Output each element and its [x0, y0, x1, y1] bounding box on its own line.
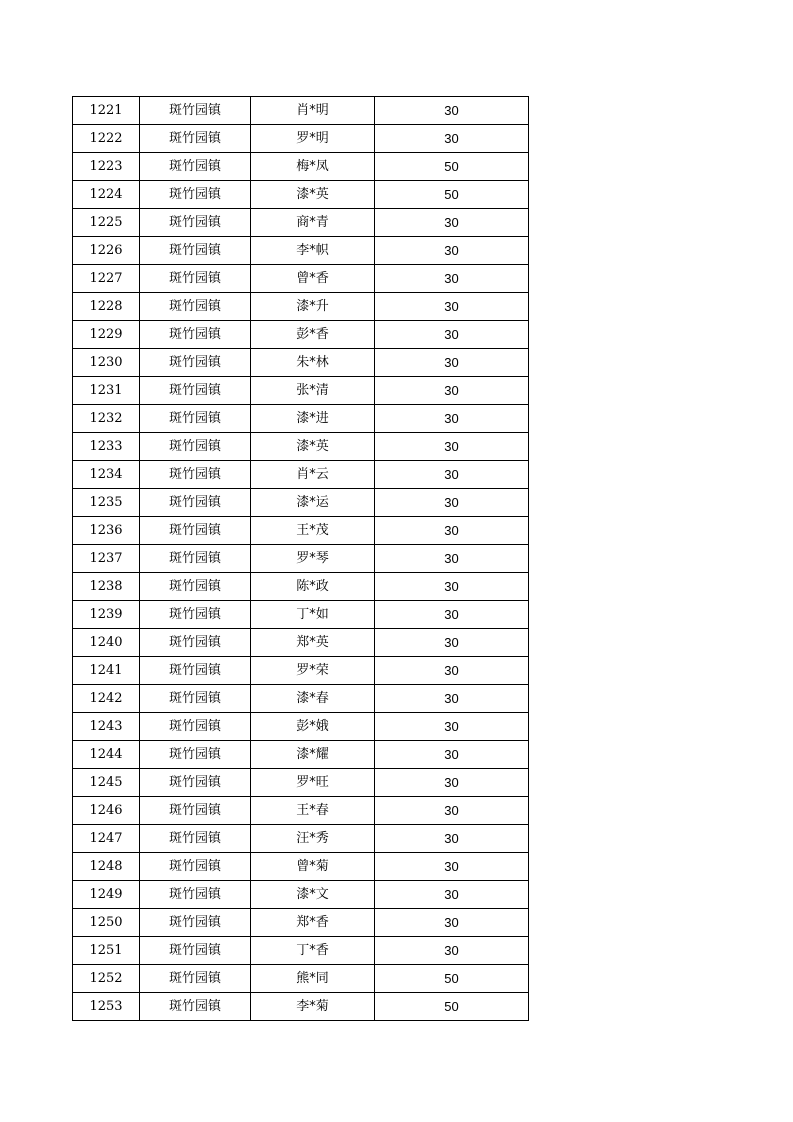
amount-cell: 30 [375, 209, 529, 237]
person-name-cell: 汪*秀 [251, 825, 375, 853]
person-name-cell: 漆*升 [251, 293, 375, 321]
amount-cell: 50 [375, 965, 529, 993]
table-row [73, 769, 529, 797]
row-number-cell: 1222 [73, 125, 140, 153]
town-cell: 斑竹园镇 [140, 937, 251, 965]
town-cell: 斑竹园镇 [140, 573, 251, 601]
row-number-cell: 1252 [73, 965, 140, 993]
town-cell: 斑竹园镇 [140, 433, 251, 461]
town-cell: 斑竹园镇 [140, 97, 251, 125]
person-name-cell: 漆*文 [251, 881, 375, 909]
person-name-cell: 罗*旺 [251, 769, 375, 797]
amount-cell: 30 [375, 797, 529, 825]
row-number-cell: 1236 [73, 517, 140, 545]
person-name-cell: 罗*明 [251, 125, 375, 153]
person-name-cell: 漆*进 [251, 405, 375, 433]
row-number-cell: 1230 [73, 349, 140, 377]
row-number-cell: 1241 [73, 657, 140, 685]
town-cell: 斑竹园镇 [140, 825, 251, 853]
row-number-cell: 1246 [73, 797, 140, 825]
town-cell: 斑竹园镇 [140, 797, 251, 825]
person-name-cell: 李*菊 [251, 993, 375, 1021]
table-row [73, 797, 529, 825]
amount-cell: 30 [375, 489, 529, 517]
person-name-cell: 李*帜 [251, 237, 375, 265]
row-number-cell: 1233 [73, 433, 140, 461]
town-cell: 斑竹园镇 [140, 209, 251, 237]
person-name-cell: 漆*春 [251, 685, 375, 713]
amount-cell: 30 [375, 377, 529, 405]
table-row [73, 153, 529, 181]
amount-cell: 30 [375, 909, 529, 937]
town-cell: 斑竹园镇 [140, 741, 251, 769]
table-row [73, 489, 529, 517]
town-cell: 斑竹园镇 [140, 545, 251, 573]
amount-cell: 30 [375, 573, 529, 601]
town-cell: 斑竹园镇 [140, 713, 251, 741]
amount-cell: 30 [375, 237, 529, 265]
amount-cell: 30 [375, 881, 529, 909]
person-name-cell: 漆*英 [251, 433, 375, 461]
table-row [73, 965, 529, 993]
town-cell: 斑竹园镇 [140, 489, 251, 517]
table-row [73, 713, 529, 741]
table-row [73, 573, 529, 601]
row-number-cell: 1240 [73, 629, 140, 657]
town-cell: 斑竹园镇 [140, 601, 251, 629]
town-cell: 斑竹园镇 [140, 517, 251, 545]
amount-cell: 50 [375, 993, 529, 1021]
person-name-cell: 曾*菊 [251, 853, 375, 881]
amount-cell: 30 [375, 545, 529, 573]
row-number-cell: 1224 [73, 181, 140, 209]
table-row [73, 349, 529, 377]
amount-cell: 50 [375, 153, 529, 181]
amount-cell: 30 [375, 461, 529, 489]
amount-cell: 30 [375, 601, 529, 629]
town-cell: 斑竹园镇 [140, 881, 251, 909]
person-name-cell: 彭*香 [251, 321, 375, 349]
amount-cell: 30 [375, 293, 529, 321]
town-cell: 斑竹园镇 [140, 265, 251, 293]
row-number-cell: 1223 [73, 153, 140, 181]
amount-cell: 50 [375, 181, 529, 209]
row-number-cell: 1234 [73, 461, 140, 489]
table-row [73, 825, 529, 853]
person-name-cell: 漆*运 [251, 489, 375, 517]
row-number-cell: 1229 [73, 321, 140, 349]
table-row [73, 265, 529, 293]
amount-cell: 30 [375, 685, 529, 713]
row-number-cell: 1239 [73, 601, 140, 629]
row-number-cell: 1247 [73, 825, 140, 853]
amount-cell: 30 [375, 629, 529, 657]
person-name-cell: 熊*同 [251, 965, 375, 993]
town-cell: 斑竹园镇 [140, 181, 251, 209]
person-name-cell: 郑*英 [251, 629, 375, 657]
amount-cell: 30 [375, 713, 529, 741]
person-name-cell: 罗*琴 [251, 545, 375, 573]
town-cell: 斑竹园镇 [140, 377, 251, 405]
town-cell: 斑竹园镇 [140, 293, 251, 321]
amount-cell: 30 [375, 517, 529, 545]
row-number-cell: 1235 [73, 489, 140, 517]
person-name-cell: 张*清 [251, 377, 375, 405]
amount-cell: 30 [375, 853, 529, 881]
town-cell: 斑竹园镇 [140, 853, 251, 881]
person-name-cell: 郑*香 [251, 909, 375, 937]
row-number-cell: 1227 [73, 265, 140, 293]
person-name-cell: 丁*香 [251, 937, 375, 965]
row-number-cell: 1248 [73, 853, 140, 881]
row-number-cell: 1244 [73, 741, 140, 769]
row-number-cell: 1225 [73, 209, 140, 237]
table-row [73, 321, 529, 349]
table-row [73, 685, 529, 713]
amount-cell: 30 [375, 97, 529, 125]
town-cell: 斑竹园镇 [140, 237, 251, 265]
table-row [73, 237, 529, 265]
amount-cell: 30 [375, 405, 529, 433]
table-row [73, 293, 529, 321]
town-cell: 斑竹园镇 [140, 909, 251, 937]
town-cell: 斑竹园镇 [140, 321, 251, 349]
person-name-cell: 商*青 [251, 209, 375, 237]
table-row [73, 517, 529, 545]
person-name-cell: 肖*明 [251, 97, 375, 125]
town-cell: 斑竹园镇 [140, 125, 251, 153]
table-row [73, 461, 529, 489]
person-name-cell: 陈*政 [251, 573, 375, 601]
town-cell: 斑竹园镇 [140, 405, 251, 433]
amount-cell: 30 [375, 349, 529, 377]
town-cell: 斑竹园镇 [140, 153, 251, 181]
row-number-cell: 1245 [73, 769, 140, 797]
table-row [73, 909, 529, 937]
amount-cell: 30 [375, 657, 529, 685]
table-row [73, 433, 529, 461]
amount-cell: 30 [375, 825, 529, 853]
table-row [73, 601, 529, 629]
row-number-cell: 1238 [73, 573, 140, 601]
amount-cell: 30 [375, 265, 529, 293]
row-number-cell: 1253 [73, 993, 140, 1021]
person-name-cell: 漆*英 [251, 181, 375, 209]
town-cell: 斑竹园镇 [140, 685, 251, 713]
table-row [73, 97, 529, 125]
person-name-cell: 肖*云 [251, 461, 375, 489]
table-row [73, 181, 529, 209]
row-number-cell: 1243 [73, 713, 140, 741]
town-cell: 斑竹园镇 [140, 965, 251, 993]
row-number-cell: 1242 [73, 685, 140, 713]
table-row [73, 545, 529, 573]
table-row [73, 629, 529, 657]
town-cell: 斑竹园镇 [140, 461, 251, 489]
table-row [73, 741, 529, 769]
roster-table-body [73, 97, 529, 1021]
person-name-cell: 漆*耀 [251, 741, 375, 769]
town-cell: 斑竹园镇 [140, 349, 251, 377]
row-number-cell: 1232 [73, 405, 140, 433]
table-row [73, 881, 529, 909]
table-row [73, 405, 529, 433]
person-name-cell: 曾*香 [251, 265, 375, 293]
table-row [73, 657, 529, 685]
person-name-cell: 梅*凤 [251, 153, 375, 181]
town-cell: 斑竹园镇 [140, 657, 251, 685]
amount-cell: 30 [375, 769, 529, 797]
person-name-cell: 王*春 [251, 797, 375, 825]
row-number-cell: 1231 [73, 377, 140, 405]
person-name-cell: 朱*林 [251, 349, 375, 377]
table-row [73, 853, 529, 881]
row-number-cell: 1228 [73, 293, 140, 321]
person-name-cell: 彭*娥 [251, 713, 375, 741]
town-cell: 斑竹园镇 [140, 769, 251, 797]
row-number-cell: 1249 [73, 881, 140, 909]
town-cell: 斑竹园镇 [140, 993, 251, 1021]
person-name-cell: 王*茂 [251, 517, 375, 545]
row-number-cell: 1250 [73, 909, 140, 937]
table-row [73, 377, 529, 405]
amount-cell: 30 [375, 937, 529, 965]
row-number-cell: 1251 [73, 937, 140, 965]
amount-cell: 30 [375, 433, 529, 461]
table-row [73, 937, 529, 965]
row-number-cell: 1237 [73, 545, 140, 573]
person-name-cell: 罗*荣 [251, 657, 375, 685]
amount-cell: 30 [375, 321, 529, 349]
table-row [73, 993, 529, 1021]
row-number-cell: 1226 [73, 237, 140, 265]
person-name-cell: 丁*如 [251, 601, 375, 629]
table-row [73, 209, 529, 237]
town-cell: 斑竹园镇 [140, 629, 251, 657]
roster-table [72, 96, 529, 1021]
table-row [73, 125, 529, 153]
row-number-cell: 1221 [73, 97, 140, 125]
amount-cell: 30 [375, 741, 529, 769]
amount-cell: 30 [375, 125, 529, 153]
